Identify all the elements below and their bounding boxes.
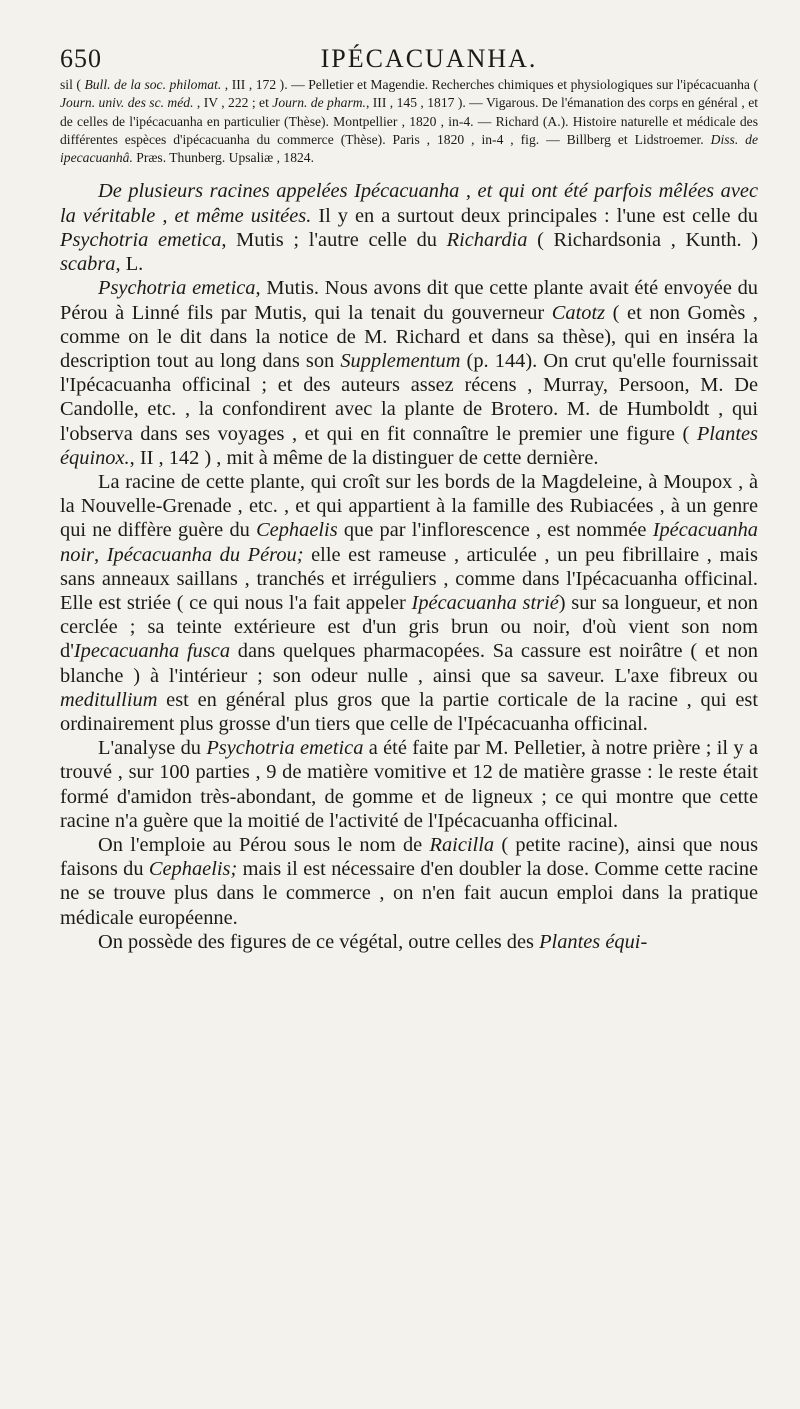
italic-text-run: Ipécacuanha noir <box>60 519 758 566</box>
text-run: On l'emploie au Pérou sous le nom de <box>98 833 430 856</box>
paragraph <box>60 276 758 470</box>
text-run: , L. <box>115 253 144 276</box>
italic-text-run: Journ. de pharm. <box>272 95 366 111</box>
italic-text-run: Psychotria emetica <box>60 228 222 251</box>
text-run: sil ( <box>60 77 85 92</box>
italic-text-run: Ipecacuanha fusca <box>73 640 231 663</box>
italic-text-run: Supplementum <box>340 349 461 372</box>
italic-text-run: Catotz <box>551 301 606 324</box>
text-run: , Mutis ; l'autre celle du <box>221 228 447 251</box>
text-run: , III , 172 ). — Pelletier et Magendie. Recherches chimiques et physiologiques sur l'ipécacuanha ( <box>221 77 759 92</box>
italic-text-run: Psychotria emetica <box>98 277 256 300</box>
paragraph <box>60 179 758 276</box>
page-number: 650 <box>60 44 102 73</box>
paragraph <box>60 736 758 833</box>
italic-text-run: Diss. de ipecacuanhâ. <box>60 131 758 166</box>
italic-text-run: Plantes équinox. <box>60 422 758 469</box>
text-run: , <box>94 543 107 566</box>
text-run: que par l'inflorescence , est nommée <box>337 519 653 542</box>
italic-text-run: Raicilla <box>429 833 495 856</box>
text-run: ( et non Gomès , comme on le dit dans la notice de M. Richard et dans sa thèse), qui en inséra la description tout au long dans son <box>60 301 758 372</box>
text-run: ) sur sa longueur, et non cerclée ; sa teinte extérieure est d'un gris brun ou noir, d'où vient son nom d' <box>60 591 758 663</box>
text-run: dans quelques pharmacopées. Sa cassure est noirâtre ( et non blanche ) à l'intérieur ; son odeur nulle , ainsi que sa saveur. L'axe fibreux ou <box>60 640 758 687</box>
text-run: , III , 145 , 1817 ). — Vigarous. De l'émanation des corps en général , et de celles de l'ipécacuanha en particulier (Thèse). Montpellier , 1820 , in-4. — Richard (A.). Histoire naturelle et médicale des différentes espèces d'ipécacuanha du commerce (Thèse). Paris , 1820 , in-4 , fig. — Billberg et Lidstroemer. <box>60 95 759 147</box>
italic-text-run: scabra <box>60 253 116 276</box>
text-run: a été faite par M. Pelletier, à notre prière ; il y a trouvé , sur 100 parties , 9 de matière vomitive et 12 de matière grasse : le reste était formé d'amidon très-abondant, de gomme et de ligneux ; ce qui montre que cette racine n'a guère que la moitié de l'activité de l'Ipécacuanha officinal. <box>60 737 758 832</box>
text-run: , IV , 222 ; et <box>193 95 273 111</box>
text-run: Præs. Thunberg. Upsaliæ , 1824. <box>132 150 314 166</box>
text-run: ( Richardsonia , Kunth. ) <box>527 228 759 251</box>
text-run: , II , 142 ) , mit à même de la distinguer de cette dernière. <box>129 446 599 469</box>
text-run: L'analyse du <box>98 737 207 760</box>
text-run: Il y en a surtout deux principales : l'une est celle du <box>311 204 758 227</box>
text-run: La racine de cette plante, qui croît sur les bords de la Magdeleine, à Moupox , à la Nouvelle-Grenade , etc. , et qui appartient à la famille des Rubiacées , à un genre qui ne diffère guère du <box>60 470 758 542</box>
body-text <box>60 179 758 954</box>
text-run: , Mutis. Nous avons dit que cette plante avait été envoyée du Pérou à Linné fils par Mutis, qui la tenait du gouverneur <box>60 277 758 324</box>
text-run: elle est rameuse , articulée , un peu fibrillaire , mais sans anneaux saillans , tranchés et irréguliers , comme dans l'Ipécacuanha officinal. Elle est striée ( ce qui nous l'a fait appeler <box>60 543 758 614</box>
italic-text-run: Cephaelis <box>256 519 338 542</box>
italic-text-run: Journ. univ. des sc. méd. <box>60 95 194 111</box>
italic-text-run: Richardia <box>446 228 528 251</box>
running-title: IPÉCACUANHA. <box>320 44 538 73</box>
italic-text-run: Ipécacuanha du Pérou; <box>106 543 304 566</box>
text-run: mais il est nécessaire d'en doubler la dose. Comme cette racine ne se trouve plus dans le commerce , on n'en fait aucun emploi dans la pratique médicale européenne. <box>60 858 759 929</box>
page-header <box>60 36 758 72</box>
text-run: (p. 144). On crut qu'elle fournissait l'Ipécacuanha officinal ; et des auteurs assez récens , Murray, Persoon, M. De Candolle, etc. , la confondirent avec la plante de Brotero. M. de Humboldt , qui l'observa dans ses voyages , et qui en fit connaître le premier une figure ( <box>60 349 759 445</box>
italic-text-run: Ipécacuanha strié <box>411 591 559 614</box>
text-run: ( petite racine), ainsi que nous faisons du <box>60 833 758 881</box>
italic-text-run: meditullium <box>60 688 158 711</box>
italic-text-run: Cephaelis; <box>148 858 238 881</box>
italic-text-run: Plantes équi- <box>539 930 648 953</box>
paragraph <box>60 470 758 736</box>
paragraph <box>60 833 758 930</box>
text-run: On possède des figures de ce végétal, outre celles des <box>98 930 540 953</box>
italic-text-run: De plusieurs racines appelées Ipécacuanha , et qui ont été parfois mêlées avec la véritable , et même usitées. <box>60 180 758 227</box>
italic-text-run: Bull. de la soc. philomat. <box>84 77 222 92</box>
bibliography-footnote <box>60 76 758 167</box>
text-run: est en général plus gros que la partie corticale de la racine , qui est ordinairement plus grosse d'un tiers que celle de l'Ipécacuanha officinal. <box>60 688 758 735</box>
paragraph <box>60 930 758 954</box>
italic-text-run: Psychotria emetica <box>206 737 364 760</box>
